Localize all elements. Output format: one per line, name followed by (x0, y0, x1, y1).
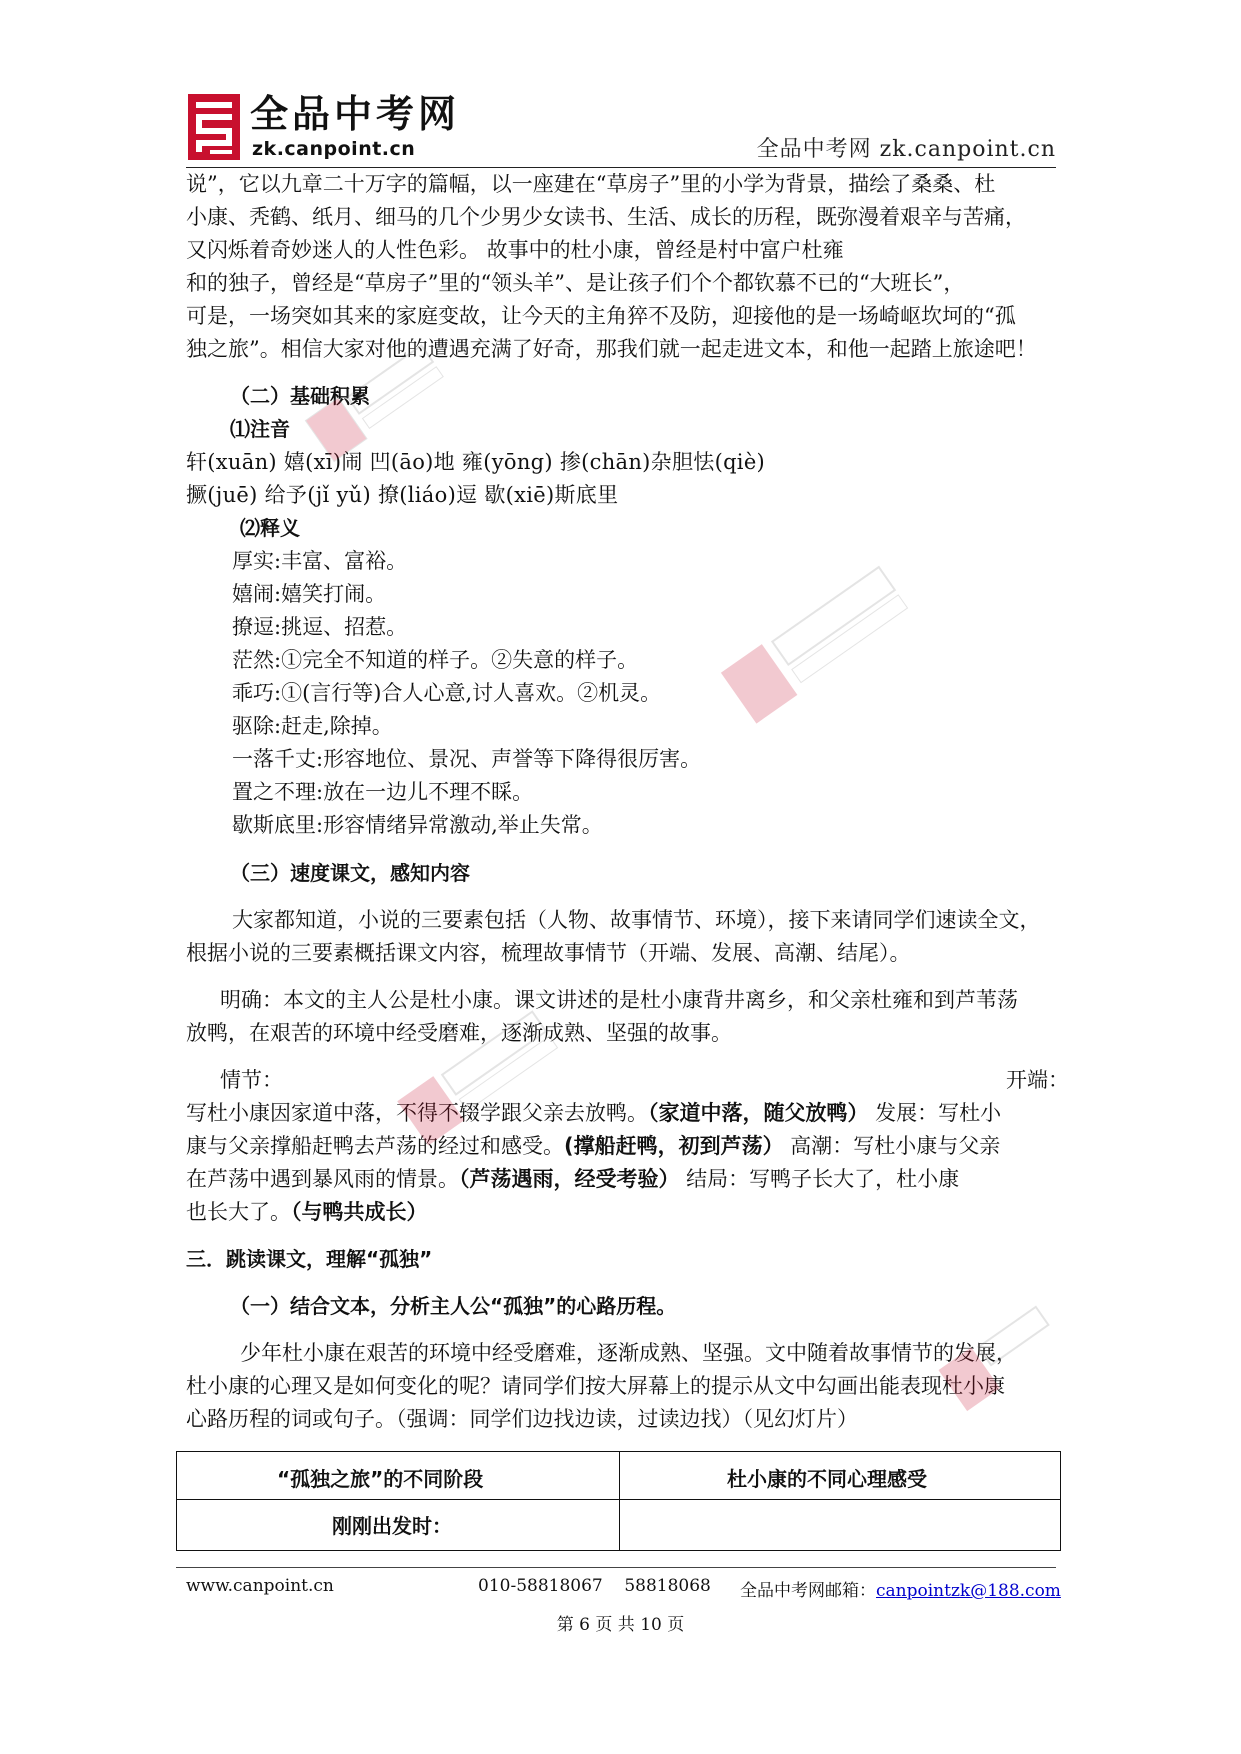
plot-text: 康与父亲撑船赶鸭去芦荡的经过和感受。 (186, 1134, 564, 1158)
pinyin-line: 撅(juē) 给予(jǐ yǔ) 撩(liáo)逗 歇(xiē)斯底里 (186, 483, 619, 507)
footer-mail-link[interactable]: canpointzk@188.com (876, 1581, 1061, 1601)
table-divider (619, 1452, 620, 1550)
canpoint-logo-icon (186, 92, 242, 162)
definition-item: 乖巧:①(言行等)合人心意,讨人喜欢。②机灵。 (232, 681, 662, 705)
intro-line: 又闪烁着奇妙迷人的人性色彩。 故事中的杜小康，曾经是村中富户杜雍 (186, 238, 844, 262)
definition-item: 一落千丈:形容地位、景况、声誉等下降得很厉害。 (232, 747, 702, 771)
plot-line (186, 1196, 1056, 1229)
paragraph-line: 明确：本文的主人公是杜小康。课文讲述的是杜小康背井离乡，和父亲杜雍和到芦苇荡 (220, 988, 1018, 1012)
table-header: “孤独之旅”的不同阶段 (277, 1467, 484, 1491)
plot-text: 也长大了。 (186, 1200, 291, 1224)
table-divider (177, 1499, 1060, 1500)
intro-line: 可是，一场突如其来的家庭变故，让今天的主角猝不及防，迎接他的是一场崎岖坎坷的“孤 (186, 304, 1016, 328)
plot-text: 在芦荡中遇到暴风雨的情景。 (186, 1167, 459, 1191)
part-heading: 三．跳读课文，理解“孤独” (186, 1247, 433, 1271)
paragraph-line: 大家都知道，小说的三要素包括（人物、故事情节、环境），接下来请同学们速读全文， (232, 908, 1041, 932)
subsection-heading: ⑵释义 (240, 516, 300, 540)
section-heading: （一）结合文本，分析主人公“孤独”的心路历程。 (230, 1294, 677, 1318)
definition-item: 置之不理:放在一边儿不理不睬。 (232, 780, 534, 804)
section-heading: （二）基础积累 (230, 384, 370, 408)
paragraph-line: 放鸭，在艰苦的环境中经受磨难，逐渐成熟、坚强的故事。 (186, 1021, 732, 1045)
footer-phone: 010-58818067 58818068 (478, 1576, 711, 1596)
plot-start-label: 开端： (1006, 1068, 1069, 1092)
intro-line: 和的独子，曾经是“草房子”里的“领头羊”、是让孩子们个个都钦慕不已的“大班长”， (186, 271, 965, 295)
pinyin-line: 轩(xuān) 嬉(xī)闹 凹(āo)地 雍(yōng) 掺(chān)杂胆怯(qiè) (186, 450, 766, 474)
plot-text: 发展：写杜小 (868, 1101, 1002, 1125)
footer-mail-label: 全品中考网邮箱： (740, 1581, 876, 1601)
table-header: 杜小康的不同心理感受 (727, 1467, 927, 1491)
brand-name: 全品中考网 (250, 92, 461, 136)
table-cell: 刚刚出发时： (332, 1514, 452, 1538)
paragraph-line: 杜小康的心理又是如何变化的呢？请同学们按大屏幕上的提示从文中勾画出能表现杜小康 (186, 1374, 1005, 1398)
intro-line: 小康、秃鹤、纸月、细马的几个少男少女读书、生活、成长的历程，既弥漫着艰辛与苦痛， (186, 205, 1026, 229)
footer-site[interactable]: www.canpoint.cn (186, 1576, 334, 1596)
plot-line (186, 1097, 1056, 1130)
plot-text: 结局：写鸭子长大了，杜小康 (679, 1167, 960, 1191)
footer-divider (176, 1567, 1056, 1568)
definition-item: 嬉闹:嬉笑打闹。 (232, 582, 387, 606)
definition-item: 撩逗:挑逗、招惹。 (232, 615, 408, 639)
header-right-text: 全品中考网 zk.canpoint.cn (756, 137, 1056, 162)
definition-item: 茫然:①完全不知道的样子。②失意的样子。 (232, 648, 639, 672)
intro-line: 说”，它以九章二十万字的篇幅，以一座建在“草房子”里的小学为背景，描绘了桑桑、杜 (186, 172, 996, 196)
subsection-heading: ⑴注音 (230, 417, 290, 441)
paragraph-line: 少年杜小康在艰苦的环境中经受磨难，逐渐成熟、坚强。文中随着故事情节的发展， (240, 1341, 1017, 1365)
plot-text: 写杜小康因家道中落，不得不辍学跟父亲去放鸭。 (186, 1101, 648, 1125)
definition-item: 厚实:丰富、富裕。 (232, 549, 408, 573)
plot-line (186, 1163, 1056, 1196)
plot-line (186, 1130, 1056, 1163)
plot-text: 高潮：写杜小康与父亲 (783, 1134, 1001, 1158)
plot-summary: （芦荡遇雨，经受考验） (459, 1167, 680, 1191)
footer-mail (740, 1576, 1061, 1601)
paragraph-line: 心路历程的词或句子。（强调：同学们边找边读，过读边找）（见幻灯片） (186, 1407, 858, 1431)
plot-summary: （与鸭共成长） (291, 1200, 428, 1224)
section-heading: （三）速度课文，感知内容 (230, 861, 470, 885)
plot-summary: （家道中落，随父放鸭） (648, 1101, 869, 1125)
plot-summary: (撑船赶鸭，初到芦荡） (564, 1134, 784, 1158)
definition-item: 驱除:赶走,除掉。 (232, 714, 393, 738)
paragraph-line: 根据小说的三要素概括课文内容，梳理故事情节（开端、发展、高潮、结尾）。 (186, 941, 911, 965)
brand-domain: zk.canpoint.cn (252, 138, 416, 160)
page-number: 第 6 页 共 10 页 (556, 1615, 685, 1635)
journey-table (176, 1451, 1061, 1551)
page-header (186, 88, 1056, 170)
intro-line: 独之旅”。相信大家对他的遭遇充满了好奇，那我们就一起走进文本，和他一起踏上旅途吧！ (186, 337, 1037, 361)
plot-label: 情节： (220, 1068, 283, 1092)
definition-item: 歇斯底里:形容情绪异常激动,举止失常。 (232, 813, 603, 837)
